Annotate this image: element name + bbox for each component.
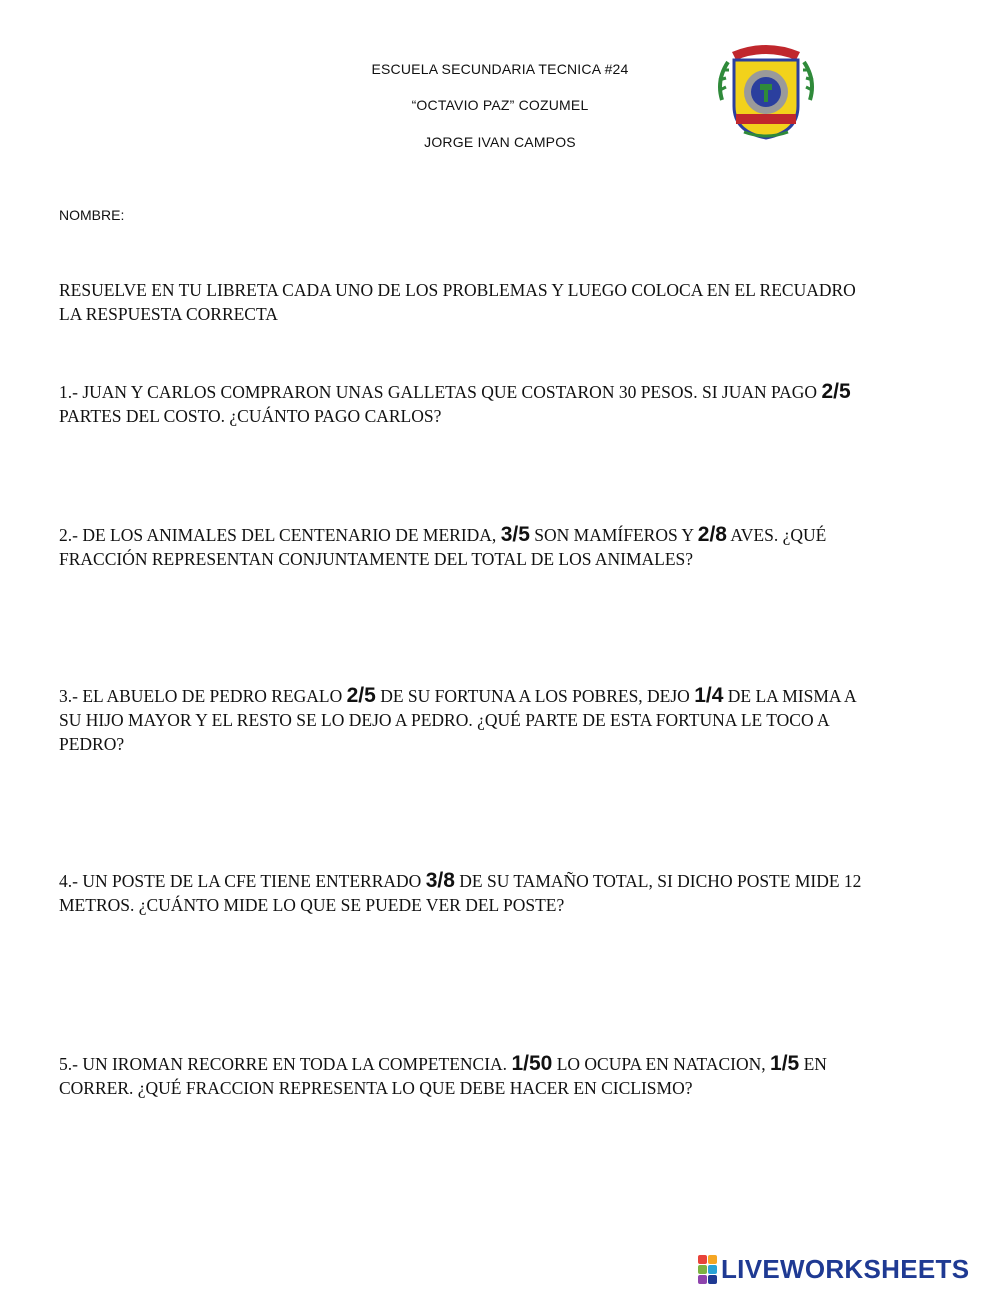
question-4 xyxy=(59,869,939,917)
question-2-fraction-2: 2/8 xyxy=(697,523,727,546)
question-2-text-b: SON MAMÍFEROS Y xyxy=(529,525,698,545)
badge-square xyxy=(698,1265,707,1274)
question-5-text-b: LO OCUPA EN NATACION, xyxy=(552,1054,771,1074)
liveworksheets-wordmark: LIVEWORKSHEETS xyxy=(721,1253,970,1284)
question-2-text-c: AVES. ¿QUÉ xyxy=(727,525,827,545)
badge-square xyxy=(708,1265,717,1274)
question-1-fraction-1: 2/5 xyxy=(821,380,851,403)
liveworksheets-badge-icon xyxy=(698,1255,717,1284)
question-4-text-a: 4.- UN POSTE DE LA CFE TIENE ENTERRADO xyxy=(59,871,426,891)
question-2-text-d: FRACCIÓN REPRESENTAN CONJUNTAMENTE DEL TOTAL DE LOS ANIMALES? xyxy=(59,549,694,569)
badge-square xyxy=(698,1255,707,1264)
school-subtitle: “OCTAVIO PAZ” COZUMEL xyxy=(411,97,589,113)
question-1-text-a: 1.- JUAN Y CARLOS COMPRARON UNAS GALLETAS QUE COSTARON 30 PESOS. SI JUAN PAGO xyxy=(59,382,822,402)
question-4-text-c: METROS. ¿CUÁNTO MIDE LO QUE SE PUEDE VER DEL POSTE? xyxy=(59,895,565,915)
question-3-text-d: SU HIJO MAYOR Y EL RESTO SE LO DEJO A PEDRO. ¿QUÉ PARTE DE ESTA FORTUNA LE TOCO A xyxy=(59,710,830,730)
badge-square xyxy=(708,1255,717,1264)
liveworksheets-logo[interactable] xyxy=(698,1254,969,1284)
question-4-text-b: DE SU TAMAÑO TOTAL, SI DICHO POSTE MIDE 12 xyxy=(454,871,862,891)
question-2-text-a: 2.- DE LOS ANIMALES DEL CENTENARIO DE MERIDA, xyxy=(59,525,501,545)
question-1-text-b: PARTES DEL COSTO. ¿CUÁNTO PAGO CARLOS? xyxy=(59,406,442,426)
name-label: NOMBRE: xyxy=(59,207,125,223)
teacher-name: JORGE IVAN CAMPOS xyxy=(424,134,576,150)
question-3-text-a: 3.- EL ABUELO DE PEDRO REGALO xyxy=(59,686,347,706)
question-2-fraction-1: 3/5 xyxy=(500,523,530,546)
question-5-fraction-1: 1/50 xyxy=(511,1052,553,1075)
badge-square xyxy=(708,1275,717,1284)
question-5-text-d: CORRER. ¿QUÉ FRACCION REPRESENTA LO QUE DEBE HACER EN CICLISMO? xyxy=(59,1078,693,1098)
question-4-fraction-1: 3/8 xyxy=(425,869,455,892)
question-3-fraction-2: 1/4 xyxy=(694,684,724,707)
instructions xyxy=(59,278,939,326)
instructions-line-1: RESUELVE EN TU LIBRETA CADA UNO DE LOS PROBLEMAS Y LUEGO COLOCA EN EL RECUADRO xyxy=(59,280,856,300)
question-3-text-c: DE LA MISMA A xyxy=(723,686,857,706)
question-1 xyxy=(59,380,939,428)
school-crest-logo xyxy=(714,40,818,140)
question-3-fraction-1: 2/5 xyxy=(346,684,376,707)
question-2 xyxy=(59,523,939,571)
question-3 xyxy=(59,684,939,756)
question-5 xyxy=(59,1052,939,1100)
question-3-text-b: DE SU FORTUNA A LOS POBRES, DEJO xyxy=(375,686,695,706)
question-5-fraction-2: 1/5 xyxy=(770,1052,800,1075)
question-5-text-a: 5.- UN IROMAN RECORRE EN TODA LA COMPETENCIA. xyxy=(59,1054,512,1074)
badge-square xyxy=(698,1275,707,1284)
instructions-line-2: LA RESPUESTA CORRECTA xyxy=(59,304,278,324)
question-3-text-e: PEDRO? xyxy=(59,734,125,754)
school-name: ESCUELA SECUNDARIA TECNICA #24 xyxy=(371,61,629,77)
question-5-text-c: EN xyxy=(799,1054,827,1074)
